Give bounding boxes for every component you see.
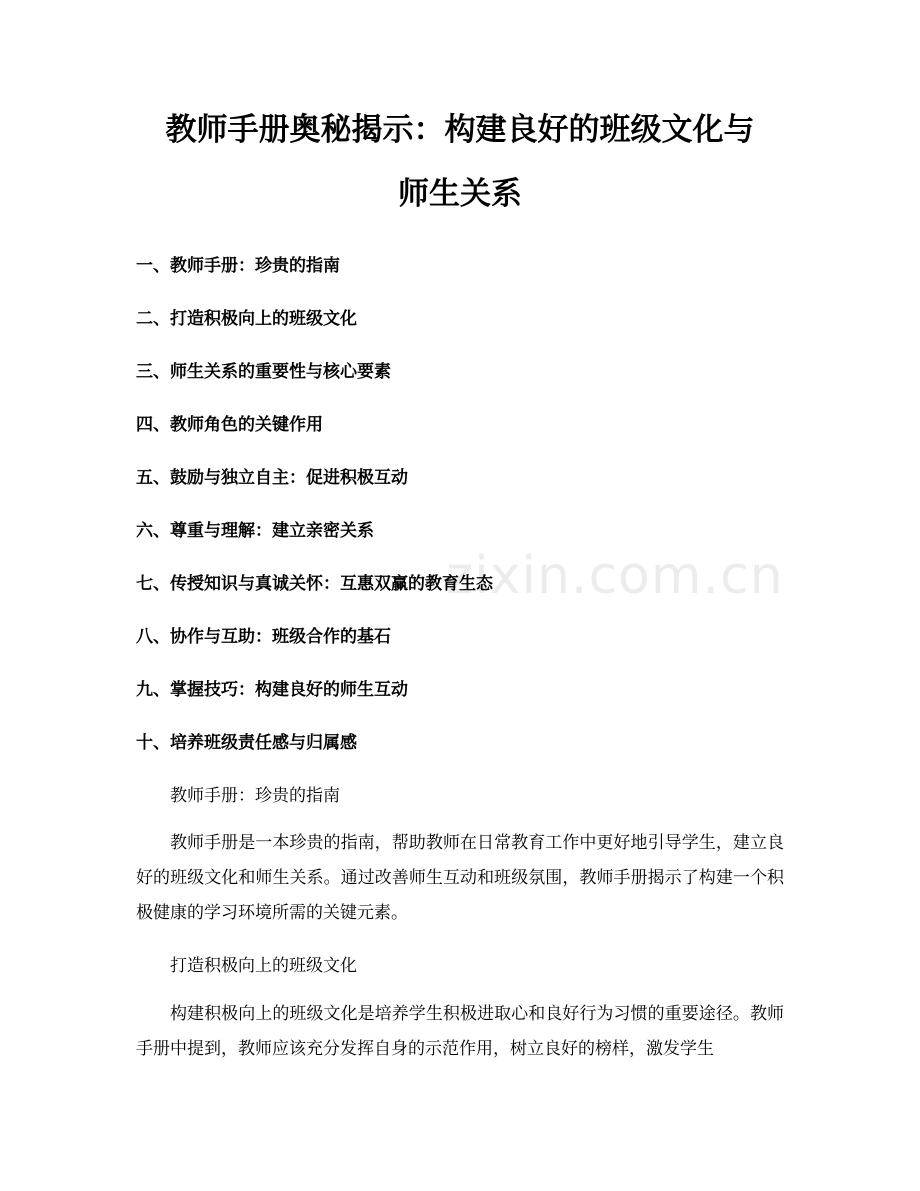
toc-item-7: 七、传授知识与真诚关怀：互惠双赢的教育生态 — [136, 574, 493, 594]
toc-item-2: 二、打造积极向上的班级文化 — [136, 309, 357, 329]
toc-item-3: 三、师生关系的重要性与核心要素 — [136, 362, 391, 382]
document-title-line-2: 师生关系 — [398, 176, 522, 212]
toc-item-10: 十、培养班级责任感与归属感 — [136, 733, 357, 753]
toc-item-6: 六、尊重与理解：建立亲密关系 — [136, 521, 374, 541]
toc-item-4: 四、教师角色的关键作用 — [136, 415, 323, 435]
section-2-paragraph: 构建积极向上的班级文化是培养学生积极进取心和良好行为习惯的重要途径。教师手册中提到，教师应该充分发挥自身的示范作用，树立良好的榜样，激发学生 — [136, 1004, 784, 1059]
section-2-heading: 打造积极向上的班级文化 — [170, 956, 357, 976]
document-title-line-1: 教师手册奥秘揭示：构建良好的班级文化与 — [165, 112, 755, 148]
section-1-heading: 教师手册：珍贵的指南 — [170, 786, 340, 806]
toc-item-5: 五、鼓励与独立自主：促进积极互动 — [136, 468, 408, 488]
watermark: zixin.com.cn — [446, 546, 784, 606]
section-1-paragraph: 教师手册是一本珍贵的指南，帮助教师在日常教育工作中更好地引导学生，建立良好的班级文化和师生关系。通过改善师生互动和班级氛围，教师手册揭示了构建一个积极健康的学习环境所需的关键元素。 — [136, 833, 784, 923]
table-of-contents — [136, 246, 493, 776]
toc-item-9: 九、掌握技巧：构建良好的师生互动 — [136, 680, 408, 700]
toc-item-8: 八、协作与互助：班级合作的基石 — [136, 627, 391, 647]
toc-item-1: 一、教师手册：珍贵的指南 — [136, 256, 340, 276]
